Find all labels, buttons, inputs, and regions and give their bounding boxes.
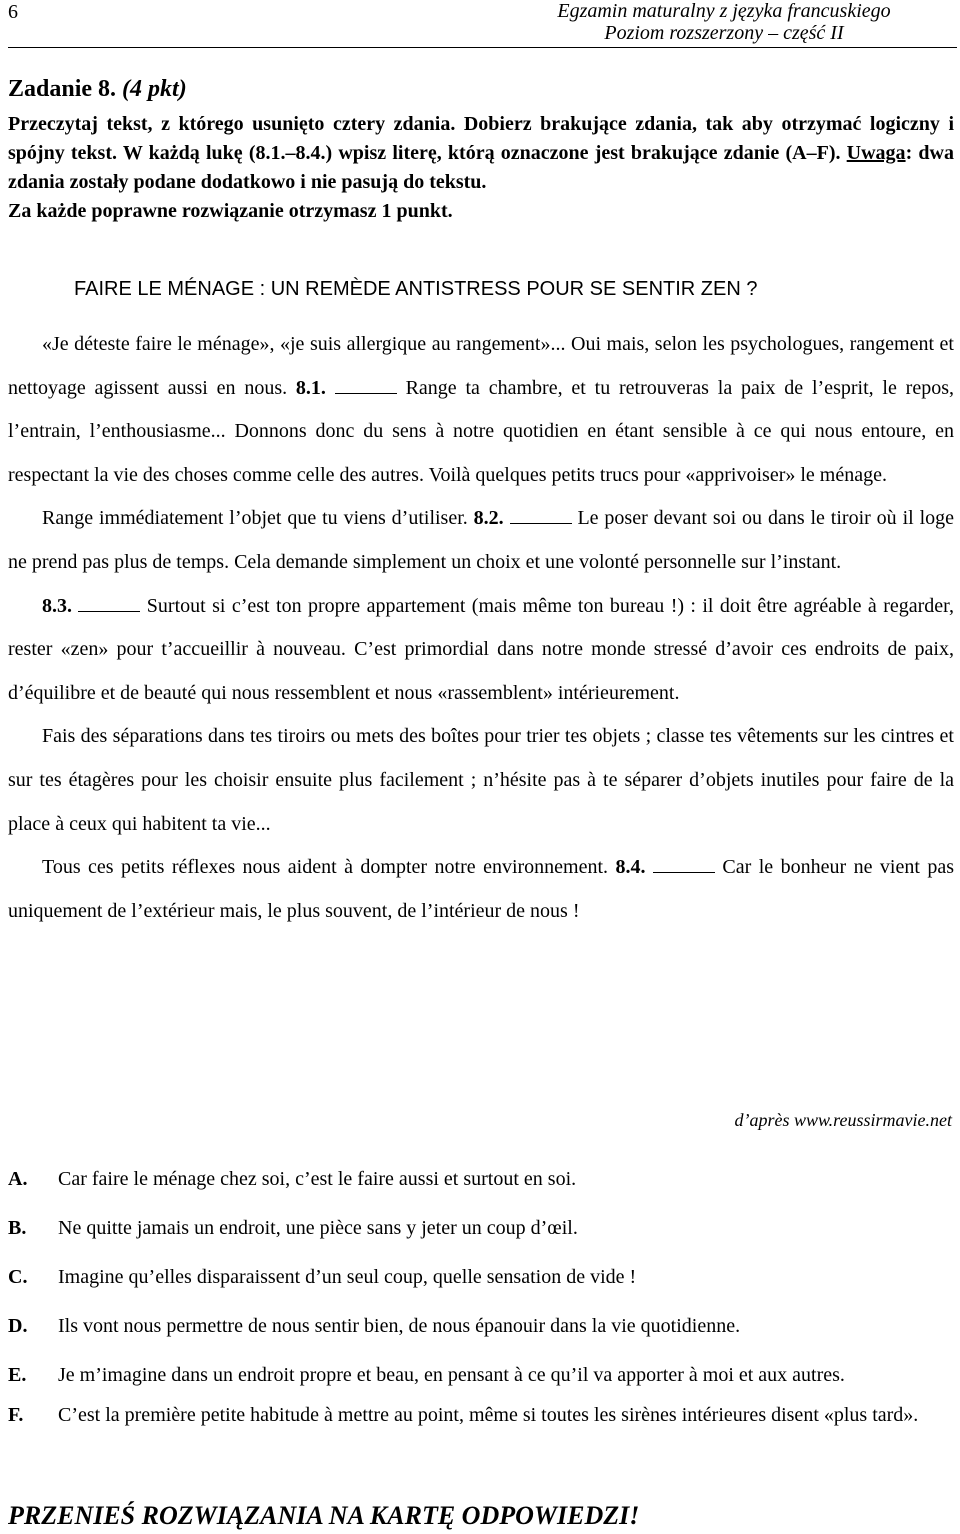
header-divider bbox=[8, 47, 957, 48]
option-text: Ils vont nous permettre de nous sentir bien, de nous épanouir dans la vie quotidienne. bbox=[58, 1315, 741, 1337]
task-number: Zadanie 8. bbox=[8, 76, 117, 102]
answer-blank-8-2[interactable] bbox=[510, 505, 572, 524]
answer-blank-8-4[interactable] bbox=[653, 854, 715, 873]
source-credit: d’après www.reussirmavie.net bbox=[734, 1110, 952, 1130]
paragraph-2 bbox=[8, 497, 954, 584]
answer-blank-8-3[interactable] bbox=[78, 593, 140, 612]
instruction-text: Przeczytaj tekst, z którego usunięto cztery zdania. Dobierz brakujące zdania, tak aby otrzymać logiczny i spójny tekst. W każdą lukę (8.1.–8.4.) wpisz literę, którą oznaczone jest brakujące zdanie (A–F). bbox=[8, 113, 954, 164]
scoring-note: Za każde poprawne rozwiązanie otrzymasz 1 punkt. bbox=[8, 200, 453, 222]
task-points: (4 pkt) bbox=[122, 76, 187, 102]
article-title: FAIRE LE MÉNAGE : UN REMÈDE ANTISTRESS POUR SE SENTIR ZEN ? bbox=[74, 278, 758, 300]
page-number: 6 bbox=[8, 1, 18, 23]
paragraph-1 bbox=[8, 323, 954, 497]
option-text: Car faire le ménage chez soi, c’est le faire aussi et surtout en soi. bbox=[58, 1168, 577, 1190]
option-text: Imagine qu’elles disparaissent d’un seul coup, quelle sensation de vide ! bbox=[58, 1266, 637, 1288]
paragraph-text: Range ta chambre, et tu retrouveras la paix de l’esprit, le repos, l’entrain, l’enthousiasme... Donnons donc du sens à notre quotidien en étant sensible à ce qui nous entoure, en respectant la vie des choses comme celle des autres. Voilà quelques petits trucs pour «apprivoiser» le ménage. bbox=[8, 376, 955, 486]
paragraph-3 bbox=[8, 585, 954, 716]
task-instructions bbox=[8, 110, 954, 226]
warning-label: Uwaga bbox=[846, 142, 906, 164]
option-letter: B. bbox=[8, 1217, 27, 1239]
exam-title: Egzamin maturalny z języka francuskiego bbox=[557, 0, 891, 22]
option-text: C’est la première petite habitude à mettre au point, même si toutes les sirènes intérieures disent «plus tard». bbox=[58, 1404, 919, 1426]
gap-label-8-1: 8.1. bbox=[295, 376, 326, 399]
task-title bbox=[8, 74, 187, 104]
paragraph-text: Tous ces petits réflexes nous aident à dompter notre environnement. bbox=[42, 856, 616, 879]
paragraph-text: Range immédiatement l’objet que tu viens d’utiliser. bbox=[42, 507, 474, 530]
answer-blank-8-1[interactable] bbox=[335, 375, 397, 394]
article-body bbox=[8, 323, 954, 933]
exam-level: Poziom rozszerzony – część II bbox=[604, 22, 844, 44]
gap-label-8-3: 8.3. bbox=[42, 594, 72, 617]
answer-options bbox=[8, 1166, 954, 1442]
paragraph-text: Car le bonheur ne vient pas uniquement de l’extérieur mais, le plus souvent, de l’intérieur de nous ! bbox=[8, 856, 955, 922]
option-b bbox=[8, 1215, 954, 1242]
option-letter: C. bbox=[8, 1266, 28, 1288]
option-a bbox=[8, 1166, 954, 1193]
transfer-notice: PRZENIEŚ ROZWIĄZANIA NA KARTĘ ODPOWIEDZI! bbox=[8, 1501, 640, 1530]
option-d bbox=[8, 1313, 954, 1340]
paragraph-5 bbox=[8, 846, 954, 933]
running-header bbox=[514, 0, 934, 44]
option-text: Ne quitte jamais un endroit, une pièce sans y jeter un coup d’œil. bbox=[58, 1217, 578, 1239]
option-letter: D. bbox=[8, 1315, 28, 1337]
gap-label-8-2: 8.2. bbox=[473, 507, 504, 530]
paragraph-text: Surtout si c’est ton propre appartement (mais même ton bureau !) : il doit être agréable à regarder, rester «zen» pour t’accueillir à nouveau. C’est primordial dans notre monde stressé d’avoir ces endroits de paix, d’équilibre et de beauté qui nous ressemblent et nous «rassemblent» intérieurement. bbox=[8, 594, 954, 704]
gap-label-8-4: 8.4. bbox=[615, 856, 646, 879]
option-letter: E. bbox=[8, 1364, 27, 1386]
paragraph-text: «Je déteste faire le ménage», «je suis allergique au rangement»... Oui mais, selon les psychologues, rangement et nettoyage agissent aussi en nous. bbox=[8, 333, 954, 399]
instruction-note: : dwa zdania zostały podane dodatkowo i nie pasują do tekstu. bbox=[8, 142, 954, 193]
option-e bbox=[8, 1362, 954, 1389]
paragraph-4: Fais des séparations dans tes tiroirs ou mets des boîtes pour trier tes objets ; classe tes vêtements sur les cintres et sur tes étagères pour les choisir ensuite plus facilement ; n’hésite pas à te séparer d’objets inutiles pour faire de la place à ceux qui habitent ta vie... bbox=[8, 725, 954, 835]
option-f bbox=[8, 1402, 954, 1429]
paragraph-text: Le poser devant soi ou dans le tiroir où il loge ne prend pas plus de temps. Cela demande simplement un choix et une volonté personnelle sur l’instant. bbox=[8, 507, 955, 573]
option-letter: F. bbox=[8, 1404, 24, 1426]
option-text: Je m’imagine dans un endroit propre et beau, en pensant à ce qu’il va apporter à moi et aux autres. bbox=[58, 1364, 845, 1386]
option-letter: A. bbox=[8, 1168, 28, 1190]
option-c bbox=[8, 1264, 954, 1291]
